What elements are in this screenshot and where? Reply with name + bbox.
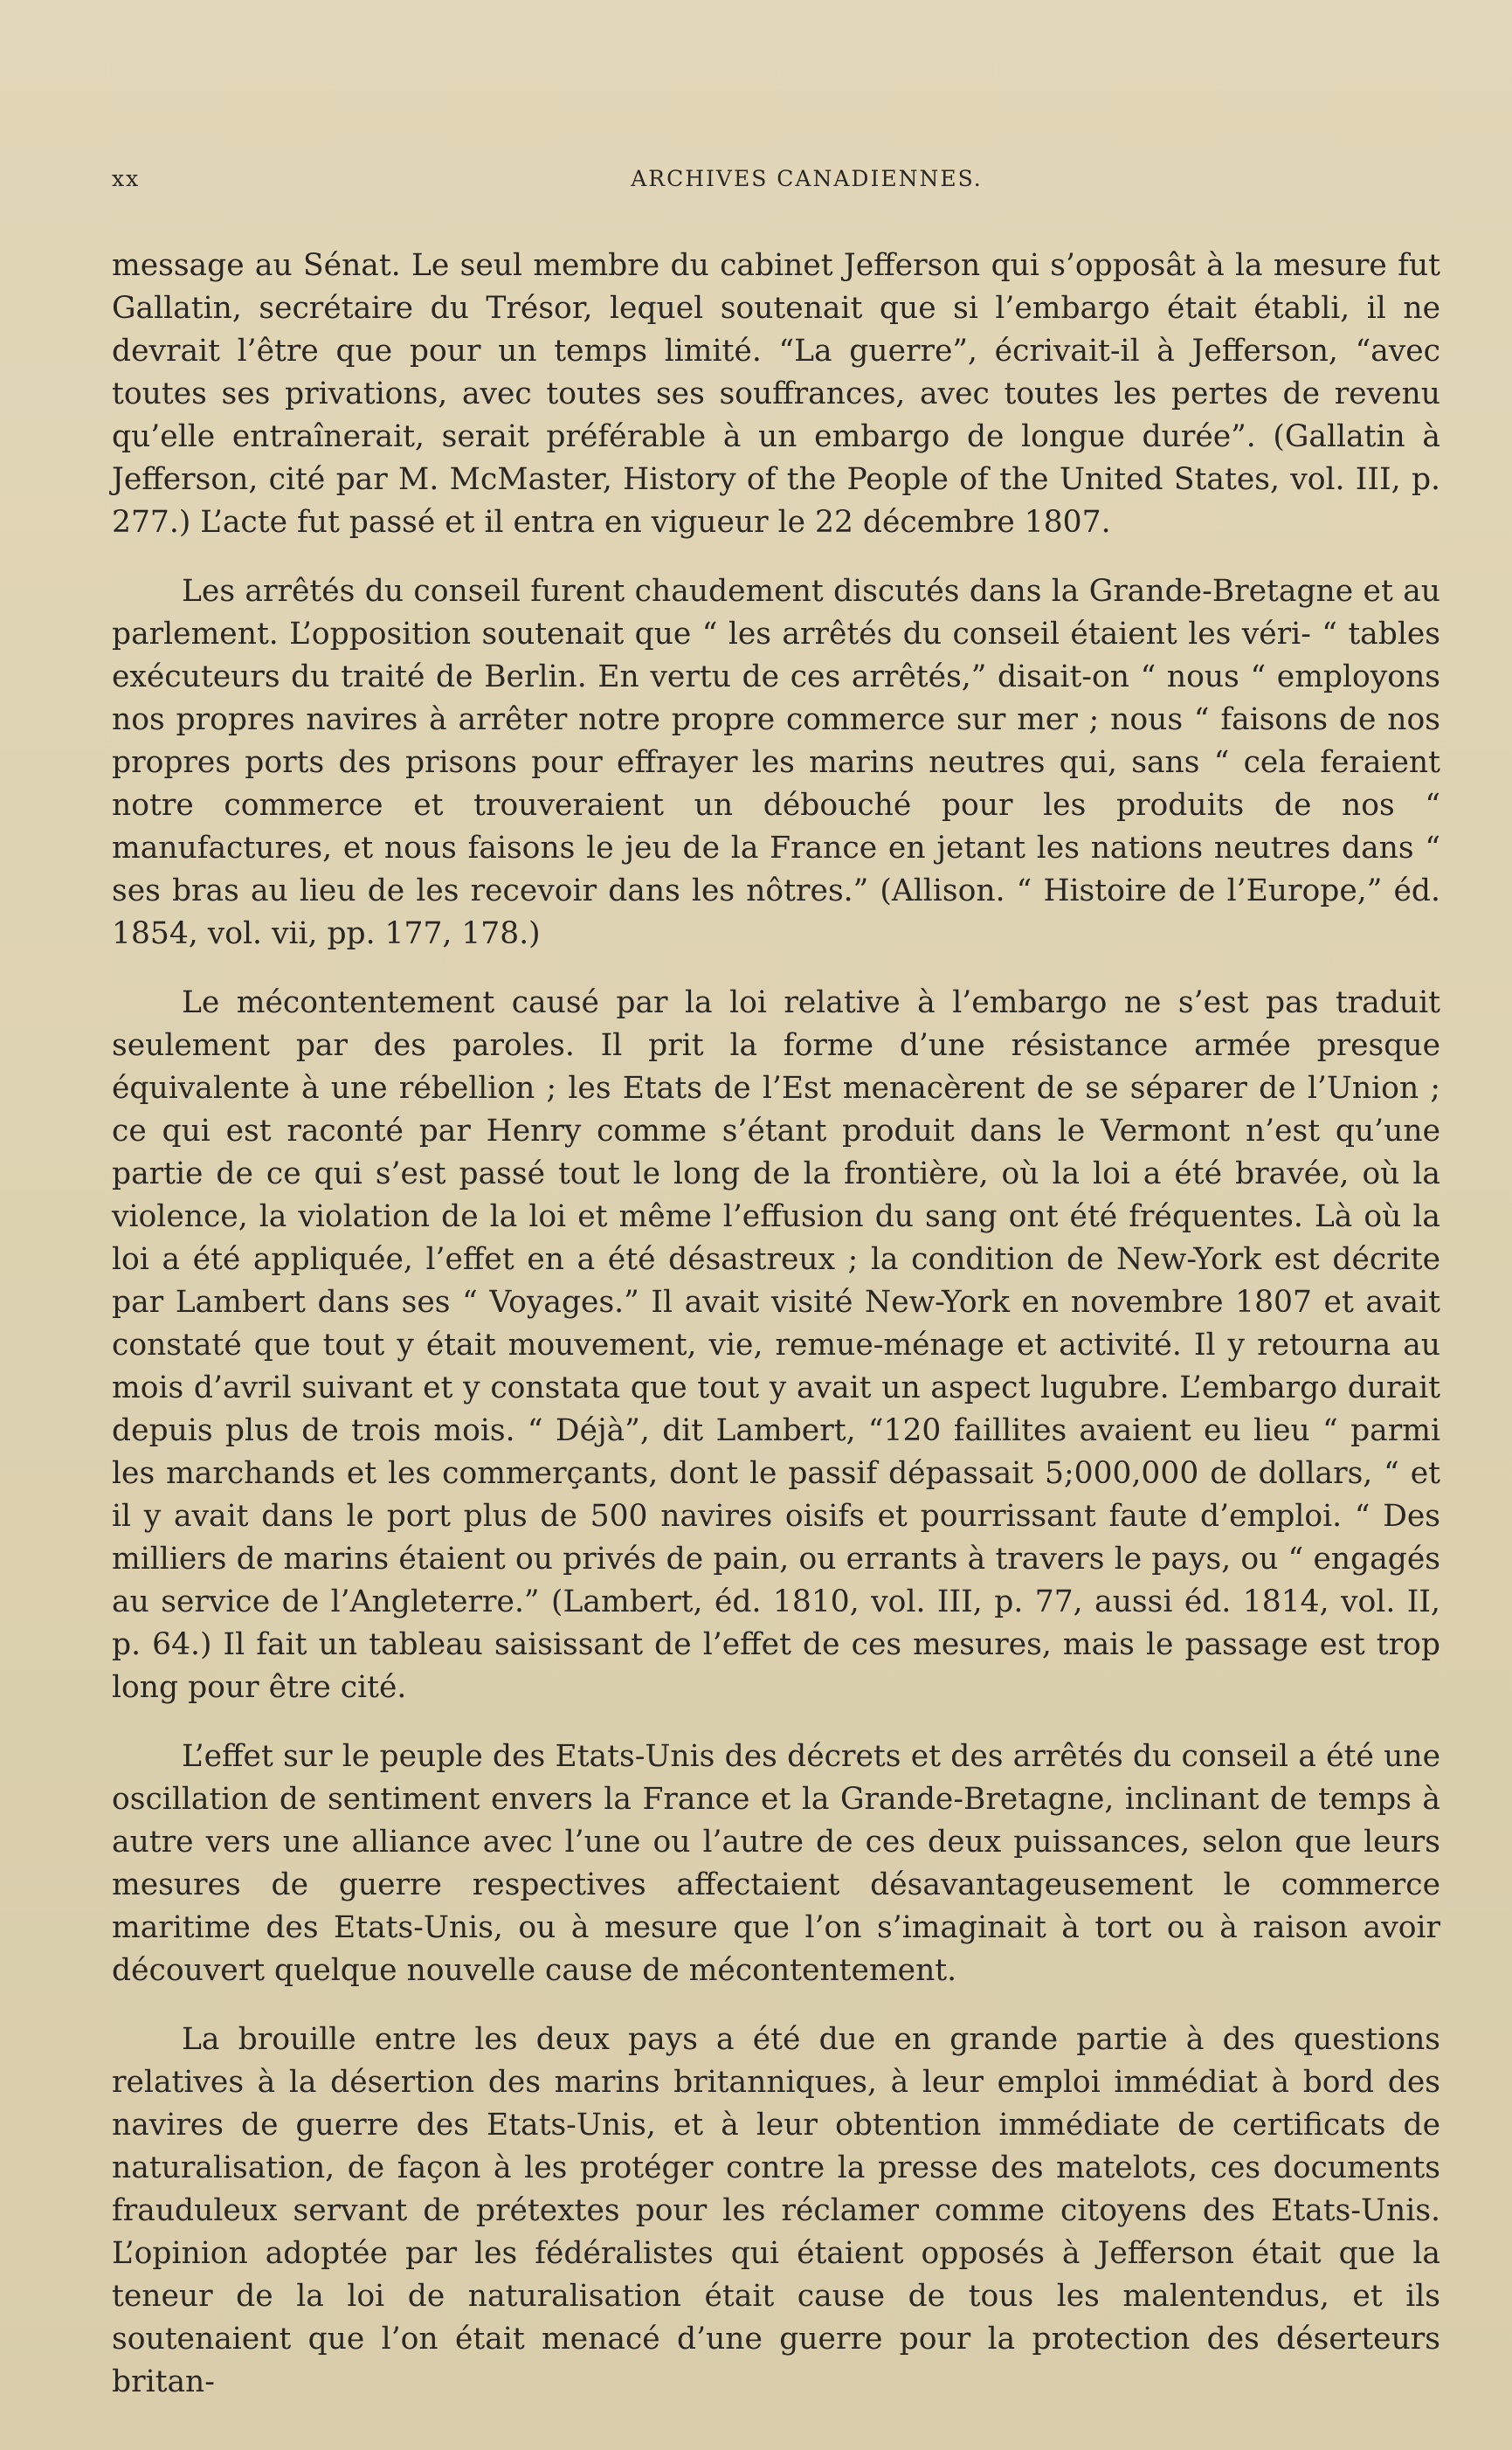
running-title: ARCHIVES CANADIENNES. [631, 166, 983, 191]
paragraph-orders-in-council: Les arrêtés du conseil furent chaudement discutés dans la Grande-Bretagne et au parlement. L’opposition soutenait que “ les arrêtés du conseil étaient les véri- “ tables exécuteurs du traité de Berlin. En vertu de ces arrêtés,” disait-on “ nous “ employons nos propres navires à arrêter notre propre commerce sur mer ; nous “ faisons de nos propres ports des prisons pour effrayer les marins neutres qui, sans “ cela feraient notre commerce et trouveraient un débouché pour les produits de nos “ manufactures, et nous faisons le jeu de la France en jetant les nations neutres dans “ ses bras au lieu de les recevoir dans les nôtres.” (Allison. “ Histoire de l’Europe,” éd. 1854, vol. vii, pp. 177, 178.) [112, 574, 1440, 951]
paragraph-senate-message: message au Sénat. Le seul membre du cabinet Jefferson qui s’opposât à la mesure fut Gallatin, secrétaire du Trésor, lequel soutenait que si l’embargo était établi, il ne devrait l’être que pour un temps limité. “La guerre”, écrivait-il à Jefferson, “avec toutes ses privations, avec toutes ses souffrances, avec toutes les pertes de revenu qu’elle entraînerait, serait préférable à un embargo de longue durée”. (Gallatin à Jefferson, cité par M. McMaster, History of the People of the United States, vol. III, p. 277.) L’acte fut passé et il entra en vigueur le 22 décembre 1807. [112, 248, 1440, 540]
paragraph-desertion-dispute: La brouille entre les deux pays a été due en grande partie à des questions relatives à la désertion des marins britanniques, à leur emploi immédiat à bord des navires de guerre des Etats-Unis, et à leur obtention immédiate de certificats de naturalisation, de façon à les protéger contre la presse des matelots, ces documents frauduleux servant de prétextes pour les réclamer comme citoyens des Etats-Unis. L’opinion adoptée par les fédéralistes qui étaient opposés à Jefferson était que la teneur de la loi de naturalisation était cause de tous les malentendus, et ils soutenaient que l’on était menacé d’une guerre pour la protection des déserteurs britan- [112, 2022, 1440, 2399]
paragraph-sentiment-oscillation: L’effet sur le peuple des Etats-Unis des décrets et des arrêtés du conseil a été une oscillation de sentiment envers la France et la Grande-Bretagne, inclinant de temps à autre vers une alliance avec l’une ou l’autre de ces deux puissances, selon que leurs mesures de guerre respectives affectaient désavantageusement le commerce maritime des Etats-Unis, ou à mesure que l’on s’imaginait à tort ou à raison avoir découvert quelque nouvelle cause de mécontentement. [112, 1739, 1440, 1988]
running-header [112, 166, 1440, 215]
page-number: xx [112, 166, 141, 191]
paragraph-embargo-discontent: Le mécontentement causé par la loi relative à l’embargo ne s’est pas traduit seulement par des paroles. Il prit la forme d’une résistance armée presque équivalente à une rébellion ; les Etats de l’Est menacèrent de se séparer de l’Union ; ce qui est raconté par Henry comme s’étant produit dans le Vermont n’est qu’une partie de ce qui s’est passé tout le long de la frontière, où la loi a été bravée, où la violence, la violation de la loi et même l’effusion du sang ont été fréquentes. Là où la loi a été appliquée, l’effet en a été désastreux ; la condition de New-York est décrite par Lambert dans ses “ Voyages.” Il avait visité New-York en novembre 1807 et avait constaté que tout y était mouvement, vie, remue-ménage et activité. Il y retourna au mois d’avril suivant et y constata que tout y avait un aspect lugubre. L’embargo durait depuis plus de trois mois. “ Déjà”, dit Lambert, “120 faillites avaient eu lieu “ parmi les marchands et les commerçants, dont le passif dépassait 5;000,000 de dollars, “ et il y avait dans le port plus de 500 navires oisifs et pourrissant faute d’emploi. “ Des milliers de marins étaient ou privés de pain, ou errants à travers le pays, ou “ engagés au service de l’Angleterre.” (Lambert, éd. 1810, vol. III, p. 77, aussi éd. 1814, vol. II, p. 64.) Il fait un tableau saisissant de l’effet de ces mesures, mais le passage est trop long pour être cité. [112, 985, 1440, 1705]
body-text [112, 245, 1440, 2404]
